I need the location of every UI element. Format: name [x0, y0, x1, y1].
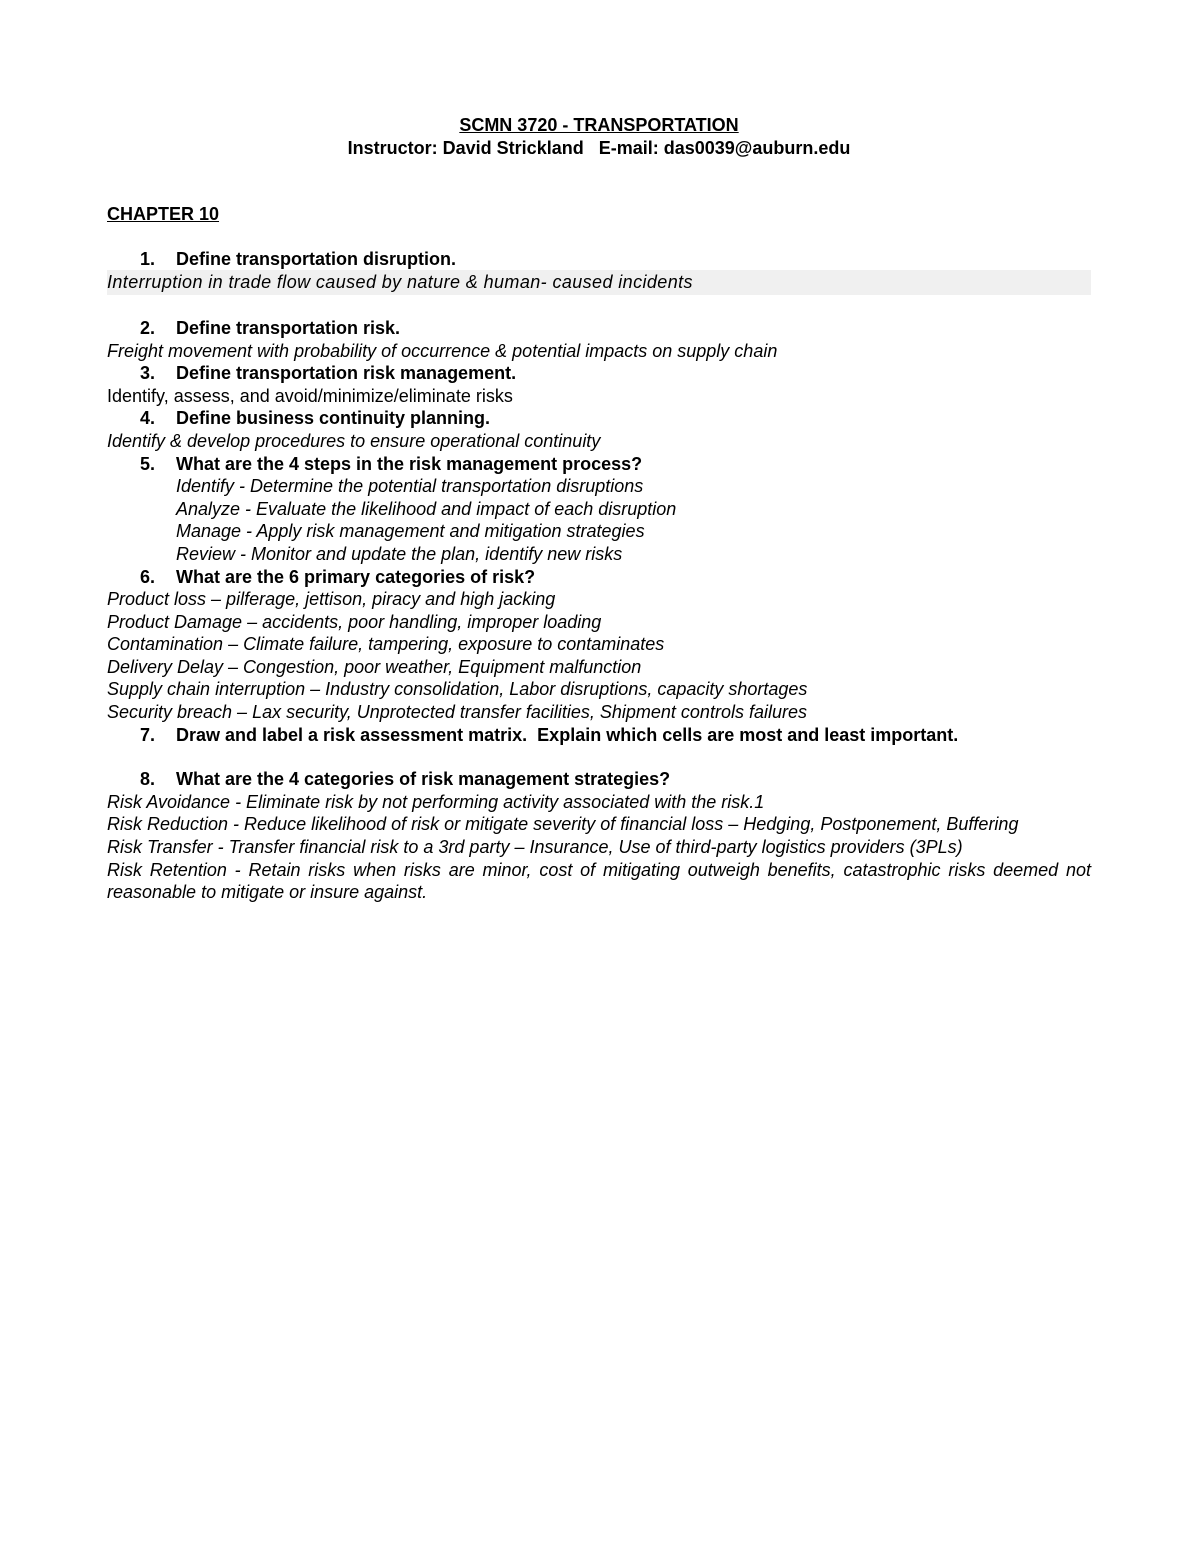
question-1 [107, 248, 1091, 271]
question-8 [107, 768, 1091, 791]
answer-line: Manage - Apply risk management and mitigation strategies [176, 521, 645, 542]
question-text: Define business continuity planning. [176, 408, 491, 429]
question-text: What are the 4 steps in the risk management process? [176, 453, 643, 474]
question-number: 2. [140, 317, 156, 338]
question-number: 1. [140, 248, 156, 269]
question-text: What are the 4 categories of risk management strategies? [176, 769, 671, 790]
question-2 [107, 317, 1091, 340]
question-number: 8. [140, 769, 156, 790]
answer-line: Risk Reduction - Reduce likelihood of risk or mitigate severity of financial loss – Hedging, Postponement, Buffering [107, 814, 1019, 835]
question-number: 6. [140, 566, 156, 587]
question-text: Define transportation disruption. [176, 248, 457, 269]
answer-line: Review - Monitor and update the plan, identify new risks [176, 543, 623, 564]
question-text: Draw and label a risk assessment matrix. Explain which cells are most and least important. [176, 724, 959, 745]
course-title: SCMN 3720 - TRANSPORTATION [459, 115, 739, 135]
answer-line: Identify & develop procedures to ensure operational continuity [107, 430, 601, 451]
answer-line: Identify - Determine the potential transportation disruptions [176, 476, 644, 497]
document-page [107, 114, 1091, 904]
chapter-heading: CHAPTER 10 [107, 204, 220, 225]
answer-line: Risk Transfer - Transfer financial risk to a 3rd party – Insurance, Use of third-party logistics providers (3PLs) [107, 837, 963, 858]
answer-line: Product loss – pilferage, jettison, piracy and high jacking [107, 589, 556, 610]
answer-line: Analyze - Evaluate the likelihood and impact of each disruption [176, 498, 677, 519]
answer-line: Interruption in trade flow caused by nature & human- caused incidents [107, 270, 1091, 295]
answer-line: Identify, assess, and avoid/minimize/eliminate risks [107, 385, 513, 406]
answer-line: Product Damage – accidents, poor handling, improper loading [107, 611, 602, 632]
answer-line: Security breach – Lax security, Unprotected transfer facilities, Shipment controls failures [107, 702, 807, 723]
answer-line: Risk Retention - Retain risks when risks are minor, cost of mitigating outweigh benefits, catastrophic risks deemed not reasonable to mitigate or insure against. [107, 859, 1091, 903]
question-number: 7. [140, 724, 156, 745]
question-number: 4. [140, 408, 156, 429]
question-number: 3. [140, 363, 156, 384]
answer-line: Freight movement with probability of occurrence & potential impacts on supply chain [107, 340, 778, 361]
instructor-line: Instructor: David Strickland E-mail: das0039@auburn.edu [347, 137, 851, 158]
answer-line: Risk Avoidance - Eliminate risk by not performing activity associated with the risk.1 [107, 791, 765, 812]
answer-line: Contamination – Climate failure, tampering, exposure to contaminates [107, 634, 665, 655]
question-4 [107, 407, 1091, 430]
question-text: Define transportation risk management. [176, 363, 517, 384]
answer-line: Supply chain interruption – Industry consolidation, Labor disruptions, capacity shortages [107, 679, 808, 700]
answer-line: Delivery Delay – Congestion, poor weather, Equipment malfunction [107, 656, 642, 677]
question-number: 5. [140, 453, 156, 474]
question-text: Define transportation risk. [176, 317, 401, 338]
question-text: What are the 6 primary categories of risk? [176, 566, 536, 587]
question-7 [107, 724, 1091, 747]
question-6 [107, 566, 1091, 589]
question-5 [107, 453, 1091, 476]
question-3 [107, 362, 1091, 385]
